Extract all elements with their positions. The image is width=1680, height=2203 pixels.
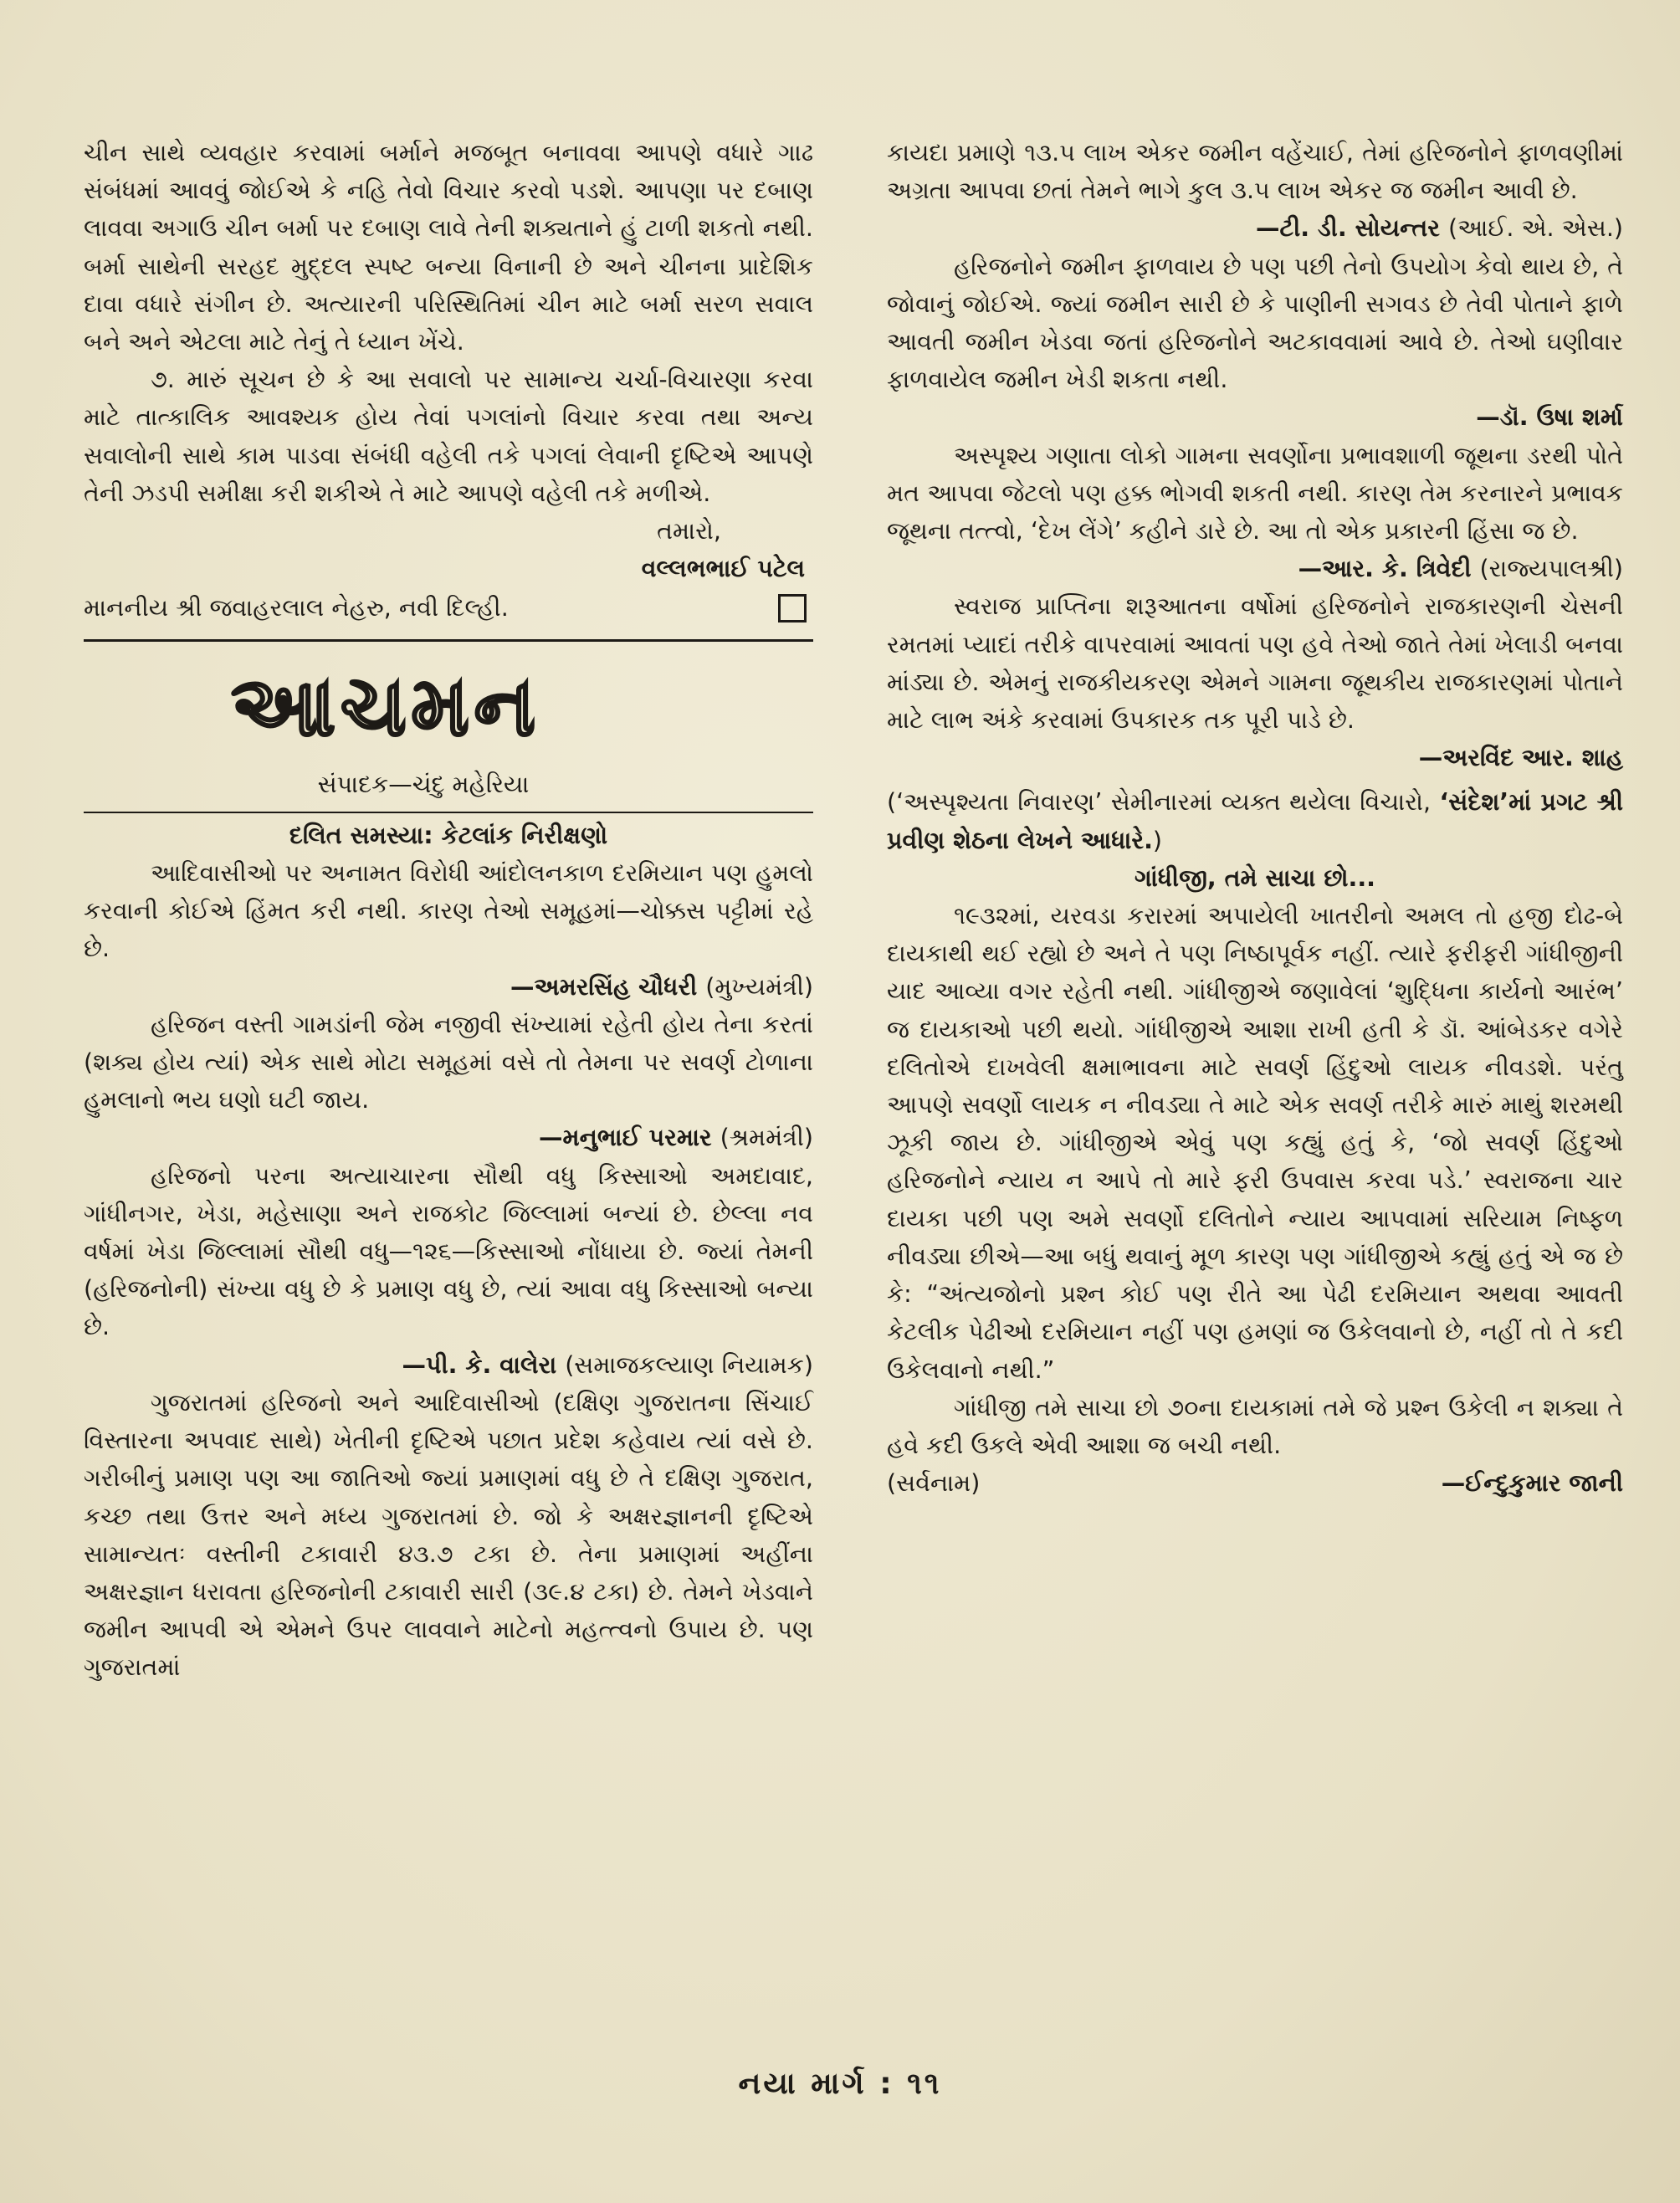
section-divider <box>84 812 813 813</box>
column-masthead: આચમન <box>231 658 540 755</box>
quote-text: ગુજરાતમાં હરિજનો અને આદિવાસીઓ (દક્ષિણ ગુજરાતના સિંચાઈ વિસ્તારના અપવાદ સાથે) ખેતીની દૃષ્ટિએ પછાત પ્રદેશ કહેવાય ત્યાં વસે છે. ગરીબીનું પ્રમાણ પણ આ જાતિઓ જ્યાં પ્રમાણમાં વધુ છે તે દક્ષિણ ગુજરાત, કચ્છ તથા ઉત્તર અને મધ્ય ગુજરાતમાં છે. જો કે અક્ષરજ્ઞાનની દૃષ્ટિએ સામાન્યતઃ વસ્તીની ટકાવારી ૪૩.૭ ટકા છે. તેના પ્રમાણમાં અહીંના અક્ષરજ્ઞાન ધરાવતા હરિજનોની ટકાવારી સારી (૩૯.૪ ટકા) છે. તેમને ખેડવાને જમીન આપવી એ એમને ઉપર લાવવાને માટેનો મહત્ત્વનો ઉપાય છે. પણ ગુજરાતમાં <box>84 1388 813 1682</box>
quote-text: હરિજનોને જમીન ફાળવાય છે પણ પછી તેનો ઉપયોગ કેવો થાય છે, તે જોવાનું જોઈએ. જ્યાં જમીન સારી છે કે પાણીની સગવડ છે તેવી પોતાને ફાળે આવતી જમીન ખેડવા જતાં હરિજનોને અટકાવવામાં આવે છે. તેઓ ઘણીવાર ફાળવાયેલ જમીન ખેડી શકતા નથી. <box>887 252 1623 394</box>
addressee: માનનીય શ્રી જવાહરલાલ નેહરુ, નવી દિલ્હી. <box>84 594 509 622</box>
left-column <box>84 134 813 1687</box>
article-paragraph: ૧૯૩૨માં, યરવડા કરારમાં અપાયેલી ખાતરીનો અમલ તો હજી દોઢ-બે દાયકાથી થઈ રહ્યો છે અને તે પણ નિષ્ઠાપૂર્વક નહીં. ત્યારે ફરીફરી ગાંધીજીની યાદ આવ્યા વગર રહેતી નથી. ગાંધીજીએ જણાવેલાં ‘શુદ્ધિના કાર્યનો આરંભ’ જ દાયકાઓ પછી થયો. ગાંધીજીએ આશા રાખી હતી કે ડૉ. આંબેડકર વગેરે દલિતોએ દાખવેલી ક્ષમાભાવના માટે સવર્ણ હિંદુઓ લાયક નીવડશે. પરંતુ આપણે સવર્ણો લાયક ન નીવડ્યા તે માટે એક સવર્ણ તરીકે મારું માથું શરમથી ઝૂકી જાય છે. ગાંધીજીએ એવું પણ કહ્યું હતું કે, ‘જો સવર્ણ હિંદુઓ હરિજનોને ન્યાય ન આપે તો મારે ફરી ઉપવાસ કરવા પડે.’ સ્વરાજના ચાર દાયકા પછી પણ અમે સવર્ણો દલિતોને ન્યાય આપવામાં સરિયામ નિષ્ફળ નીવડ્યા છીએ—આ બધું થવાનું મૂળ કારણ પણ ગાંધીજીએ કહ્યું હતું એ જ છે કે: “અંત્યજોનો પ્રશ્ન કોઈ પણ રીતે આ પેઢી દરમિયાન અથવા આવતી કેટલીક પેઢીઓ દરમિયાન નહીં પણ હમણાં જ ઉકેલવાનો છે, નહીં તો તે કદી ઉકેલવાનો નથી.” <box>887 902 1623 1384</box>
right-column <box>887 134 1623 1502</box>
credit-author: —ઈન્દુકુમાર જાની <box>1441 1469 1623 1498</box>
section-divider <box>84 639 813 642</box>
quote-text: હરિજન વસ્તી ગામડાંની જેમ નજીવી સંખ્યામાં રહેતી હોય તેના કરતાં (શક્ય હોય ત્યાં) એક સાથે મોટા સમૂહમાં વસે તો તેમના પર સવર્ણ ટોળાના હુમલાનો ભય ઘણો ઘટી જાય. <box>84 1010 813 1114</box>
quote-text: સ્વરાજ પ્રાપ્તિના શરૂઆતના વર્ષોમાં હરિજનોને રાજકારણની ચેસની રમતમાં પ્યાદાં તરીકે વાપરવામાં આવતાં પણ હવે તેઓ જાતે તેમાં ખેલાડી બનવા માંડ્યા છે. એમનું રાજકીયકરણ એમને ગામના જૂથકીય રાજકારણમાં પોતાને માટે લાભ અંકે કરવામાં ઉપકારક તક પૂરી પાડે છે. <box>887 592 1623 735</box>
quote-attribution: —અરવિંદ આર. શાહ <box>1418 744 1623 772</box>
quote-attribution: —ડૉ. ઉષા શર્મા <box>1476 403 1623 432</box>
end-mark-box-icon <box>778 594 807 622</box>
article-title: ગાંધીજી, તમે સાચા છો... <box>1135 863 1375 892</box>
letter-signer: વલ્લભભાઈ પટેલ <box>641 555 805 583</box>
section-title: દલિત સમસ્યા: કેટલાંક નિરીક્ષણો <box>289 821 608 849</box>
source-note: (‘અસ્પૃશ્યતા નિવારણ’ સેમીનારમાં વ્યક્ત થયેલા વિચારો, ‘સંદેશ’માં પ્રગટ શ્રી પ્રવીણ શેઠના લેખને આધારે.) <box>887 788 1623 854</box>
letter-paragraph: ચીન સાથે વ્યવહાર કરવામાં બર્માને મજબૂત બનાવવા આપણે વધારે ગાઢ સંબંધમાં આવવું જોઈએ કે નહિ તેવો વિચાર કરવો પડશે. આપણા પર દબાણ લાવવા અગાઉ ચીન બર્મા પર દબાણ લાવે તેની શક્યતાને હું ટાળી શકતો નથી. બર્મા સાથેની સરહદ મુદ્દલ સ્પષ્ટ બન્યા વિનાની છે અને ચીનના પ્રાદેશિક દાવા વધારે સંગીન છે. અત્યારની પરિસ્થિતિમાં ચીન માટે બર્મા સરળ સવાલ બને અને એટલા માટે તેનું તે ધ્યાન ખેંચે. <box>84 139 813 356</box>
quote-attribution: —અમરસિંહ ચૌધરી (મુખ્યમંત્રી) <box>510 972 813 1001</box>
quote-text: કાયદા પ્રમાણે ૧૩.૫ લાખ એકર જમીન વહેંચાઈ, તેમાં હરિજનોને ફાળવણીમાં અગ્રતા આપવા છતાં તેમને ભાગે કુલ ૩.૫ લાખ એકર જ જમીન આવી છે. <box>887 139 1623 205</box>
quote-text: હરિજનો પરના અત્યાચારના સૌથી વધુ કિસ્સાઓ અમદાવાદ, ગાંધીનગર, ખેડા, મહેસાણા અને રાજકોટ જિલ્લામાં બન્યાં છે. છેલ્લા નવ વર્ષમાં ખેડા જિલ્લામાં સૌથી વધુ—૧૨૬—કિસ્સાઓ નોંધાયા છે. જ્યાં તેમની (હરિજનોની) સંખ્યા વધુ છે કે પ્રમાણ વધુ છે, ત્યાં આવા વધુ કિસ્સાઓ બન્યા છે. <box>84 1161 813 1341</box>
quote-text: અસ્પૃશ્ય ગણાતા લોકો ગામના સવર્ણોના પ્રભાવશાળી જૂથના ડરથી પોતે મત આપવા જેટલો પણ હક્ક ભોગવી શકતી નથી. કારણ તેમ કરનારને પ્રભાવક જૂથના તત્ત્વો, ‘દેખ લેંગે’ કહીને ડારે છે. આ તો એક પ્રકારની હિંસા જ છે. <box>887 441 1623 546</box>
article-paragraph: ગાંધીજી તમે સાચા છો ૭૦ના દાયકામાં તમે જે પ્રશ્ન ઉકેલી ન શક્યા તે હવે કદી ઉકલે એવી આશા જ બચી નથી. <box>887 1393 1623 1459</box>
quote-attribution: —આર. કે. ત્રિવેદી (રાજ્યપાલશ્રી) <box>1298 555 1623 583</box>
editor-credit: સંપાદક—ચંદુ મહેરિયા <box>317 770 530 798</box>
letter-closing: તમારો, <box>657 517 721 546</box>
quote-attribution: —ટી. ડી. સોયન્તર (આઈ. એ. એસ.) <box>1256 214 1623 243</box>
page-footer: નયા માર્ગ : ૧૧ <box>738 2067 942 2101</box>
quote-attribution: —પી. કે. વાલેરા (સમાજકલ્યાણ નિયામક) <box>402 1350 813 1379</box>
credit-source: (સર્વનામ) <box>887 1469 981 1498</box>
article-credit <box>887 1464 1623 1502</box>
addressee-row <box>84 589 813 627</box>
letter-paragraph: ૭. મારું સૂચન છે કે આ સવાલો પર સામાન્ય ચર્ચા-વિચારણા કરવા માટે તાત્કાલિક આવશ્યક હોય તેવાં પગલાંનો વિચાર કરવા તથા અન્ય સવાલોની સાથે કામ પાડવા સંબંધી વહેલી તકે પગલાં લેવાની દૃષ્ટિએ આપણે તેની ઝડપી સમીક્ષા કરી શકીએ તે માટે આપણે વહેલી તકે મળીએ. <box>84 366 813 507</box>
quote-attribution: —મનુભાઈ પરમાર (શ્રમમંત્રી) <box>539 1124 813 1152</box>
quote-text: આદિવાસીઓ પર અનામત વિરોધી આંદોલનકાળ દરમિયાન પણ હુમલો કરવાની કોઈએ હિંમત કરી નથી. કારણ તેઓ સમૂહમાં—ચોક્કસ પટ્ટીમાં રહે છે. <box>84 859 813 963</box>
